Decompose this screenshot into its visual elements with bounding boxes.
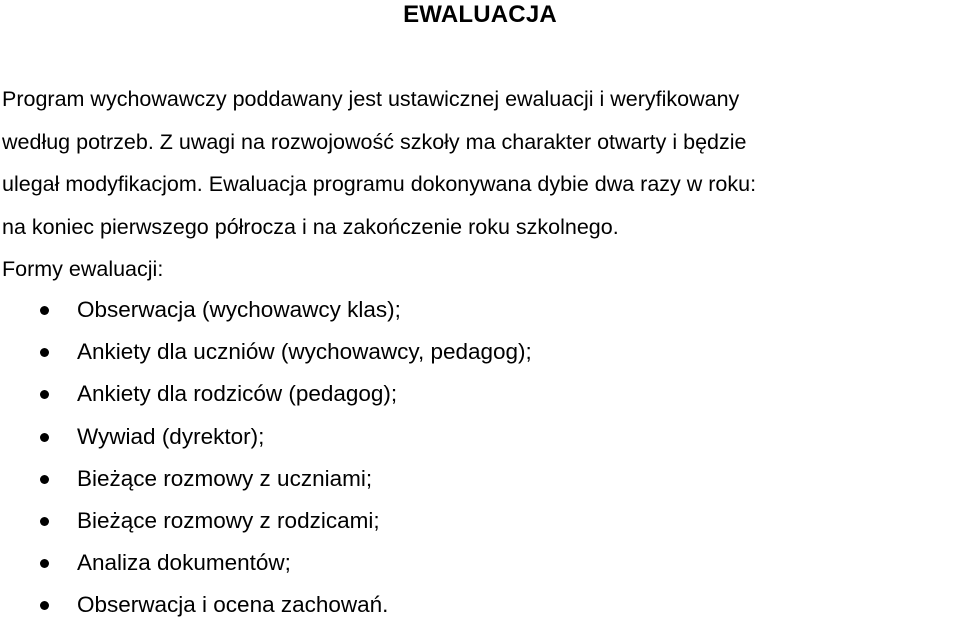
list-item	[0, 500, 960, 542]
list-item	[0, 458, 960, 500]
list-item-text: Bieżące rozmowy z uczniami;	[77, 465, 373, 491]
bullet-icon	[40, 475, 49, 484]
bullet-icon	[40, 306, 49, 315]
list-item-text: Ankiety dla uczniów (wychowawcy, pedagog);	[77, 339, 532, 365]
list-item	[0, 331, 960, 373]
page-title: EWALUACJA	[403, 1, 557, 28]
bullet-icon	[40, 601, 49, 610]
paragraph-line: według potrzeb. Z uwagi na rozwojowość szkoły ma charakter otwarty i będzie	[2, 129, 747, 154]
list-item	[0, 373, 960, 415]
list-item-text: Ankiety dla rodziców (pedagog);	[77, 381, 398, 407]
list-item	[0, 584, 960, 626]
list-item-text: Bieżące rozmowy z rodzicami;	[77, 507, 380, 533]
bullet-icon	[40, 390, 49, 399]
list-item-text: Wywiad (dyrektor);	[77, 423, 265, 449]
list-item-text: Analiza dokumentów;	[77, 550, 291, 576]
bullet-icon	[40, 517, 49, 526]
paragraph-line: Program wychowawczy poddawany jest ustawicznej ewaluacji i weryfikowany	[2, 87, 740, 111]
paragraph-line: Formy ewaluacji:	[2, 257, 164, 281]
list-item-text: Obserwacja (wychowawcy klas);	[77, 297, 401, 322]
list-item	[0, 416, 960, 458]
paragraph-line: na koniec pierwszego półrocza i na zakończenie roku szkolnego.	[2, 214, 619, 239]
intro-paragraph	[2, 78, 956, 291]
bullet-icon	[40, 433, 49, 442]
list-item	[0, 289, 960, 331]
list-item-text: Obserwacja i ocena zachowań.	[77, 592, 389, 618]
bullet-icon	[40, 559, 49, 568]
paragraph-line: ulegał modyfikacjom. Ewaluacja programu dokonywana dybie dwa razy w roku:	[2, 172, 757, 196]
evaluation-forms-list	[0, 289, 960, 627]
bullet-icon	[40, 348, 49, 357]
list-item	[0, 542, 960, 584]
